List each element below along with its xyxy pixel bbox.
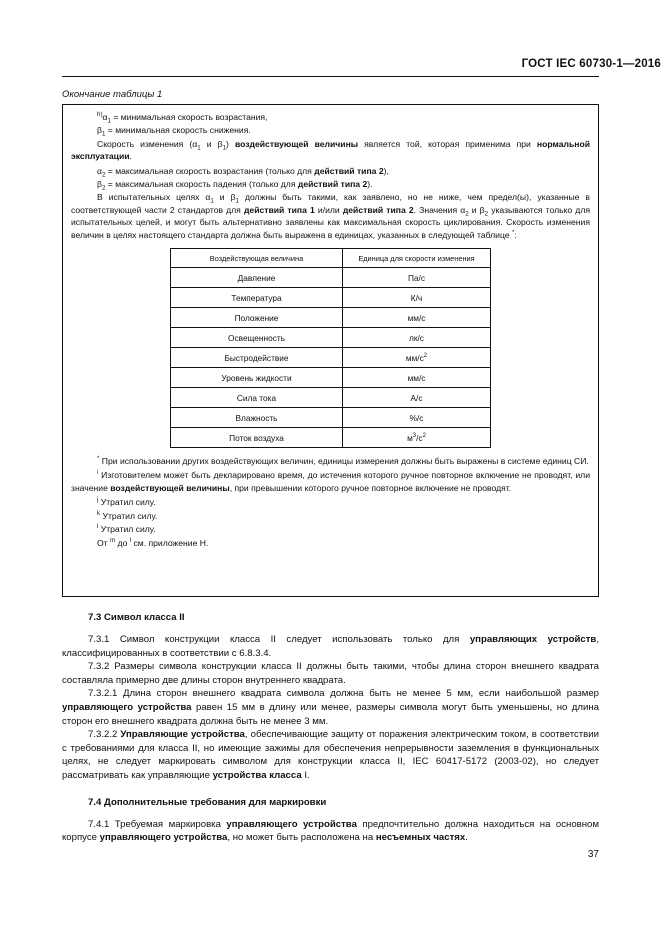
header-divider-rule bbox=[62, 76, 599, 77]
table-row bbox=[171, 328, 491, 348]
note-paragraph-rate-of-change: Скорость изменения ($\alpha_1$ и $\beta_1$) воздействующей величины является той, которая применима при нормальной эксплуатации. bbox=[71, 138, 590, 162]
units-cell-unit bbox=[343, 368, 491, 388]
table-row bbox=[171, 408, 491, 428]
table-note-box bbox=[62, 104, 599, 597]
section-heading-7-4: 7.4 Дополнительные требования для маркировки bbox=[88, 796, 327, 808]
body-sections bbox=[62, 611, 599, 845]
note-line-a2: $\alpha_2$ = максимальная скорость возрастания (только для действий типа 2), bbox=[97, 165, 389, 179]
table-row bbox=[171, 268, 491, 288]
units-cell-unit bbox=[343, 268, 491, 288]
units-cell-unit bbox=[343, 328, 491, 348]
footnote-annex-reference: От $^m$ до $^l$ см. приложение Н. bbox=[97, 536, 209, 548]
units-table-header-quantity: Воздействующая величина bbox=[171, 249, 343, 268]
page-number: 37 bbox=[587, 849, 599, 860]
unit-text: мм/с bbox=[405, 352, 424, 363]
paragraph-7-4-1: 7.4.1 Требуемая маркировка управляющего устройства предпочтительно должна находиться на основном корпусе управляющего устройства, но может быть расположена на несъемных частях. bbox=[62, 818, 599, 844]
units-cell-unit bbox=[343, 388, 491, 408]
table-row bbox=[171, 368, 491, 388]
footnote-asterisk: * При использовании других воздействующих величин, единицы измерения должны быть выражены в системе единиц СИ. bbox=[97, 455, 589, 467]
table-row bbox=[171, 388, 491, 408]
unit-text: А/с bbox=[410, 392, 423, 403]
paragraph-7-3-1: 7.3.1 Символ конструкции класса II следует использовать только для управляющих устройств, классифицированных в соответствии с 6.8.3.4. bbox=[62, 634, 599, 659]
paragraph-7-3-2-1: 7.3.2.1 Длина сторон внешнего квадрата символа должна быть не менее 5 мм, если наибольшой размер управляющего устройства равен 15 мм в длину или менее, размеры символа могут быть уменьшены, но длина сторон его внешнего квадрата должна быть не менее 3 мм. bbox=[62, 688, 599, 727]
table-row bbox=[171, 428, 491, 448]
note-line-h2: $\beta_1$ = минимальная скорость снижения. bbox=[97, 125, 251, 139]
units-cell-unit: $м^3/с^2$ bbox=[343, 428, 491, 448]
note-line-h1: $^{h)}\alpha_1$ = минимальная скорость возрастания, bbox=[97, 111, 268, 125]
units-cell-quantity: Положение bbox=[171, 308, 343, 328]
units-cell-unit bbox=[343, 348, 491, 368]
unit-text: К/ч bbox=[410, 292, 423, 303]
unit-base-exponent: 3 bbox=[412, 432, 417, 439]
unit-text: Па/с bbox=[407, 272, 426, 283]
units-cell-quantity: Влажность bbox=[171, 408, 343, 428]
units-cell-quantity: Поток воздуха bbox=[171, 428, 343, 448]
footnote-j: $^j$ Утратил силу. bbox=[97, 496, 156, 508]
units-cell-quantity: Давление bbox=[171, 268, 343, 288]
table-row bbox=[171, 308, 491, 328]
units-table-header-unit: Единица для скорости изменения bbox=[343, 249, 491, 268]
table-row bbox=[171, 348, 491, 368]
unit-exponent: 2 bbox=[422, 432, 426, 439]
units-table bbox=[170, 248, 491, 448]
note-paragraph-test-purposes: В испытательных целях $\alpha_1$ и $\beta_1$ должны быть такими, как заявлено, но не ниже, чем предел(ы), указанные в соответствующей части 2 стандартов для действий типа 1 и/или действий типа 2. Значения $\alpha_2$ и $\beta_2$ указываются только для испытательных целей, и могут быть альтернативно заявлены как максимальная скорость циклирования. Скорость изменения величин в целях настоящего стандарта должна быть выражена в единицах, указанных в следующей таблице *: bbox=[71, 192, 590, 240]
section-heading-7-3: 7.3 Символ класса II bbox=[88, 612, 185, 623]
footnote-l: $^l$ Утратил силу. bbox=[97, 523, 156, 535]
units-cell-quantity: Освещенность bbox=[171, 328, 343, 348]
units-cell-quantity: Сила тока bbox=[171, 388, 343, 408]
units-cell-unit bbox=[343, 408, 491, 428]
units-table-header-row bbox=[171, 249, 491, 268]
unit-text: мм/с bbox=[407, 312, 426, 323]
units-cell-unit bbox=[343, 288, 491, 308]
table-row bbox=[171, 288, 491, 308]
unit-text: мм/с bbox=[407, 372, 426, 383]
unit-exponent: 2 bbox=[423, 352, 428, 359]
units-cell-unit bbox=[343, 308, 491, 328]
units-cell-quantity: Уровень жидкости bbox=[171, 368, 343, 388]
footnote-k: $^k$ Утратил силу. bbox=[97, 509, 158, 521]
paragraph-7-3-2: 7.3.2 Размеры символа конструкции класса II должны быть такими, чтобы длина сторон внешнего квадрата составляла примерно две длины сторон внутреннего квадрата. bbox=[62, 661, 599, 686]
footnote-i: $^i$ Изготовителем может быть декларировано время, до истечения которого ручное повторное включение не проводят, или значение воздействующей величины, при превышении которого ручное повторное включение не проводят. bbox=[71, 469, 590, 493]
table-caption: Окончание таблицы 1 bbox=[62, 89, 163, 100]
document-header-standard-id: ГОСТ IEC 60730-1—2016 bbox=[521, 58, 661, 70]
paragraph-7-3-2-2: 7.3.2.2 Управляющие устройства, обеспечивающие защиту от поражения электрическим током, в соответствии с требованиями для класса II, но имеющие зажимы для обеспечения непрерывности заземления в функциональных целях, не следует маркировать символом для конструкции класса II, IEC 60417-5172 (2003-02), но следует рассматривать как управляющие устройства класса I. bbox=[62, 729, 599, 781]
unit-text: %/с bbox=[409, 412, 424, 423]
units-cell-quantity: Температура bbox=[171, 288, 343, 308]
units-cell-quantity: Быстродействие bbox=[171, 348, 343, 368]
unit-text: лк/с bbox=[409, 332, 424, 343]
note-line-b2: $\beta_2$ = максимальная скорость падения (только для действий типа 2). bbox=[97, 179, 373, 192]
